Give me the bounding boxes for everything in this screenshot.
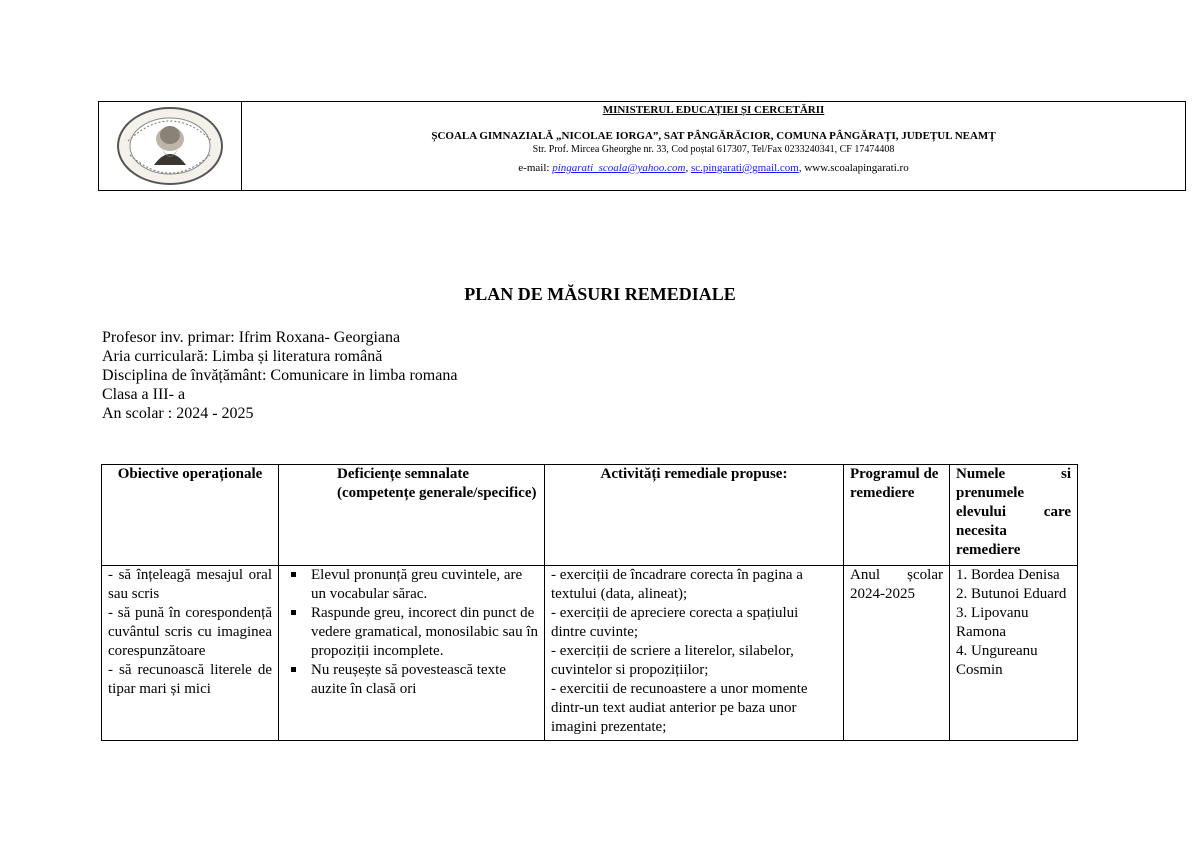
header-deficiencies: Deficiențe semnalate (competențe generale/specifice) [279, 465, 545, 566]
objective-item: - să înțeleagă mesajul oral sau scris [108, 567, 272, 602]
website: www.scoalapingarati.ro [804, 162, 909, 174]
table-row [102, 566, 1078, 741]
school-name: ȘCOALA GIMNAZIALĂ „NICOLAE IORGA”, SAT PÂNGĂRĂCIOR, COMUNA PÂNGĂRAȚI, JUDEȚUL NEAMȚ [431, 130, 996, 142]
school-year-line: An scolar : 2024 - 2025 [102, 405, 254, 422]
student-item: 1. Bordea Denisa [956, 567, 1060, 583]
curricular-area-line: Aria curriculară: Limba și literatura română [102, 348, 383, 365]
student-item: 4. Ungureanu Cosmin [956, 643, 1038, 678]
contact-line [242, 162, 1185, 175]
header-students: Numele si prenumele elevului care necesita remediere [950, 465, 1078, 566]
program-text: Anul școlar 2024-2025 [850, 567, 943, 602]
objectives-cell [102, 566, 279, 741]
school-header [98, 101, 1186, 191]
separator: , [685, 162, 691, 174]
separator: , [798, 162, 805, 174]
objective-item: - să pună în corespondență cuvântul scris cu imaginea corespunzătoare [108, 605, 272, 659]
activities-cell [545, 566, 844, 741]
school-seal-logo [114, 105, 226, 187]
deficiency-item: Nu reușește să povestească texte auzite în clasă ori [311, 661, 538, 699]
document-meta [102, 328, 457, 423]
document-title: PLAN DE MĂSURI REMEDIALE [464, 284, 736, 304]
teacher-line: Profesor inv. primar: Ifrim Roxana- Georgiana [102, 329, 401, 346]
header-text [242, 102, 1185, 190]
class-line: Clasa a III- a [102, 386, 186, 403]
activity-item: - exerciții de scriere a literelor, silabelor, cuvintelor si propozițiilor; [551, 643, 794, 678]
email-prefix: e-mail: [518, 162, 553, 174]
activity-item: - exerciții de încadrare corecta în pagina a textului (data, alineat); [551, 567, 803, 602]
header-activities: Activități remediale propuse: [545, 465, 844, 566]
ministry-name: MINISTERUL EDUCAȚIEI ȘI CERCETĂRII [602, 104, 825, 116]
activity-item: - exercitii de recunoastere a unor momente dintr-un text audiat anterior pe baza unor imagini prezentate; [551, 681, 808, 735]
email-link-gmail[interactable]: sc.pingarati@gmail.com [690, 162, 799, 174]
activity-item: - exerciții de apreciere corecta a spațiului dintre cuvinte; [551, 605, 799, 640]
deficiency-item: Elevul pronunță greu cuvintele, are un vocabular sărac. [311, 566, 538, 604]
school-address: Str. Prof. Mircea Gheorghe nr. 33, Cod poștal 617307, Tel/Fax 0233240341, CF 17474408 [532, 144, 895, 155]
student-item: 3. Lipovanu Ramona [956, 605, 1029, 640]
header-program: Programul de remediere [844, 465, 950, 566]
deficiency-item: Raspunde greu, incorect din punct de vedere gramatical, monosilabic sau în propoziții incomplete. [311, 605, 538, 659]
program-cell [844, 566, 950, 741]
students-cell [950, 566, 1078, 741]
logo-cell [99, 102, 242, 190]
subject-line: Disciplina de învățământ: Comunicare in limba romana [102, 367, 458, 384]
table-header-row [102, 465, 1078, 566]
email-link-yahoo[interactable]: pingarati_scoala@yahoo.com [552, 162, 686, 174]
objective-item: - să recunoască literele de tipar mari și mici [108, 662, 272, 697]
student-item: 2. Butunoi Eduard [956, 586, 1067, 602]
remedial-plan-table [101, 464, 1078, 741]
deficiencies-cell [279, 566, 545, 741]
header-objectives: Obiective operaționale [102, 465, 279, 566]
